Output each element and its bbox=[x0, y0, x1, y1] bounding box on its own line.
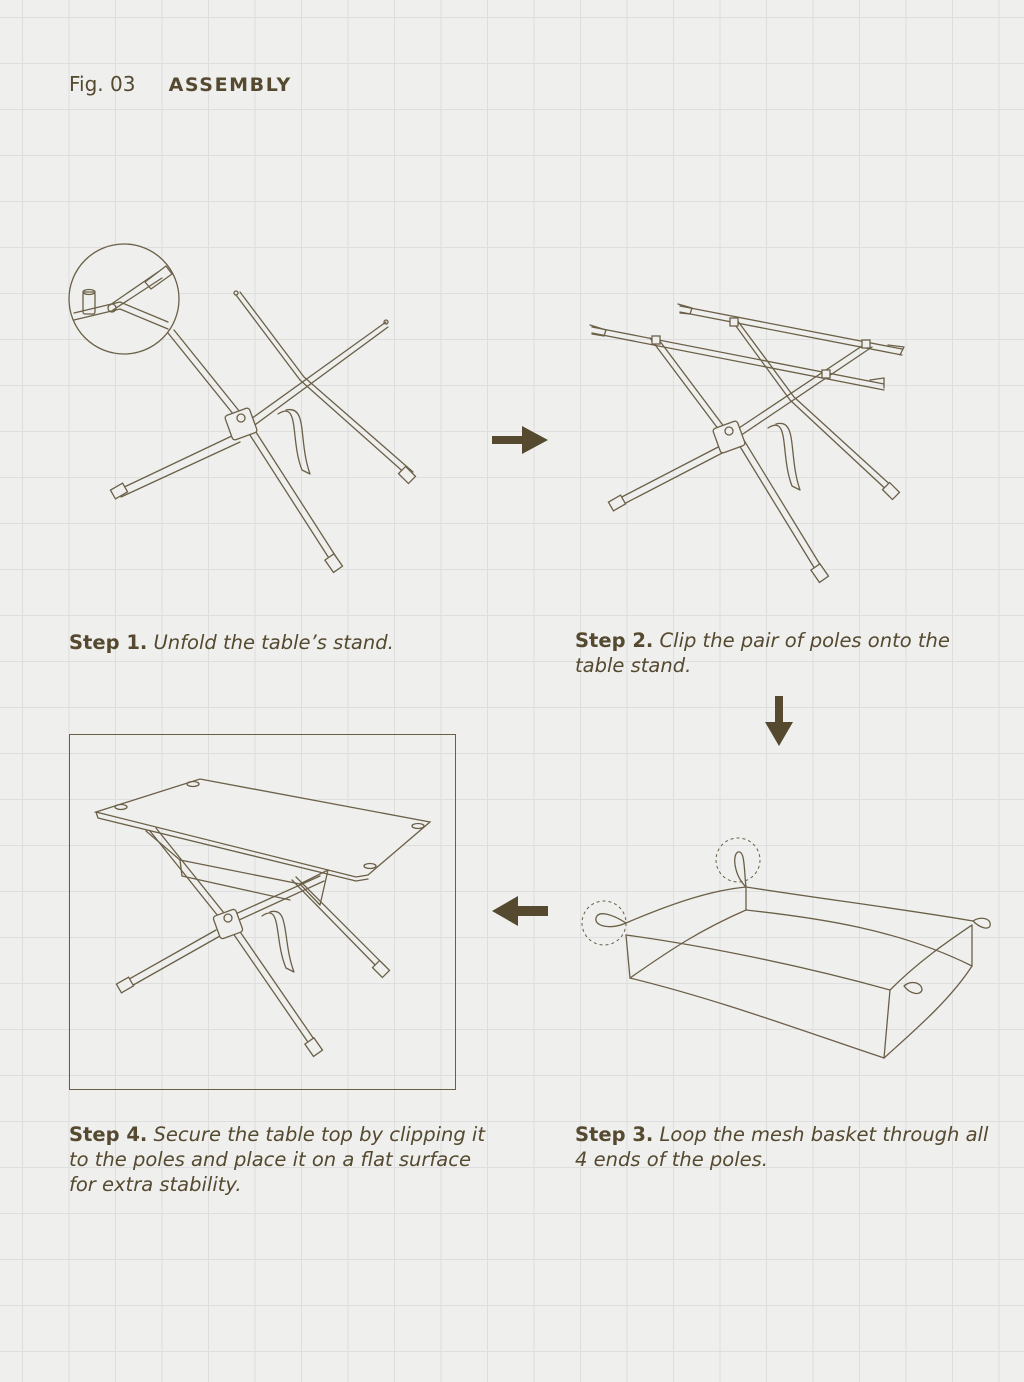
step-3-caption bbox=[575, 1122, 995, 1172]
step-2-illustration bbox=[590, 304, 904, 582]
step-3-text: Loop the mesh basket through all 4 ends of the poles. bbox=[575, 1123, 989, 1171]
step-1-illustration bbox=[69, 244, 415, 572]
arrow-down-icon bbox=[765, 696, 793, 746]
step-3-number: Step 3. bbox=[575, 1123, 654, 1146]
figure-number: Fig. 03 bbox=[69, 72, 136, 96]
detail-zoom-circle bbox=[69, 244, 179, 354]
step-1-caption bbox=[69, 630, 469, 655]
step-4-text: Secure the table top by clipping it to the poles and place it on a flat surface for extra stability. bbox=[69, 1123, 485, 1196]
loop-detail-circle-left bbox=[582, 901, 626, 945]
step-3-illustration bbox=[582, 838, 990, 1058]
step-1-number: Step 1. bbox=[69, 631, 148, 654]
arrow-right-icon bbox=[492, 426, 548, 454]
step-2-text: Clip the pair of poles onto the table stand. bbox=[575, 629, 950, 677]
step-2-caption bbox=[575, 628, 955, 678]
arrow-left-icon bbox=[492, 896, 548, 926]
figure-title: ASSEMBLY bbox=[168, 74, 292, 96]
step-4-illustration bbox=[96, 779, 430, 1056]
step-1-text: Unfold the table’s stand. bbox=[153, 631, 394, 654]
step-4-number: Step 4. bbox=[69, 1123, 148, 1146]
step-4-caption bbox=[69, 1122, 494, 1197]
step-2-number: Step 2. bbox=[575, 629, 654, 652]
